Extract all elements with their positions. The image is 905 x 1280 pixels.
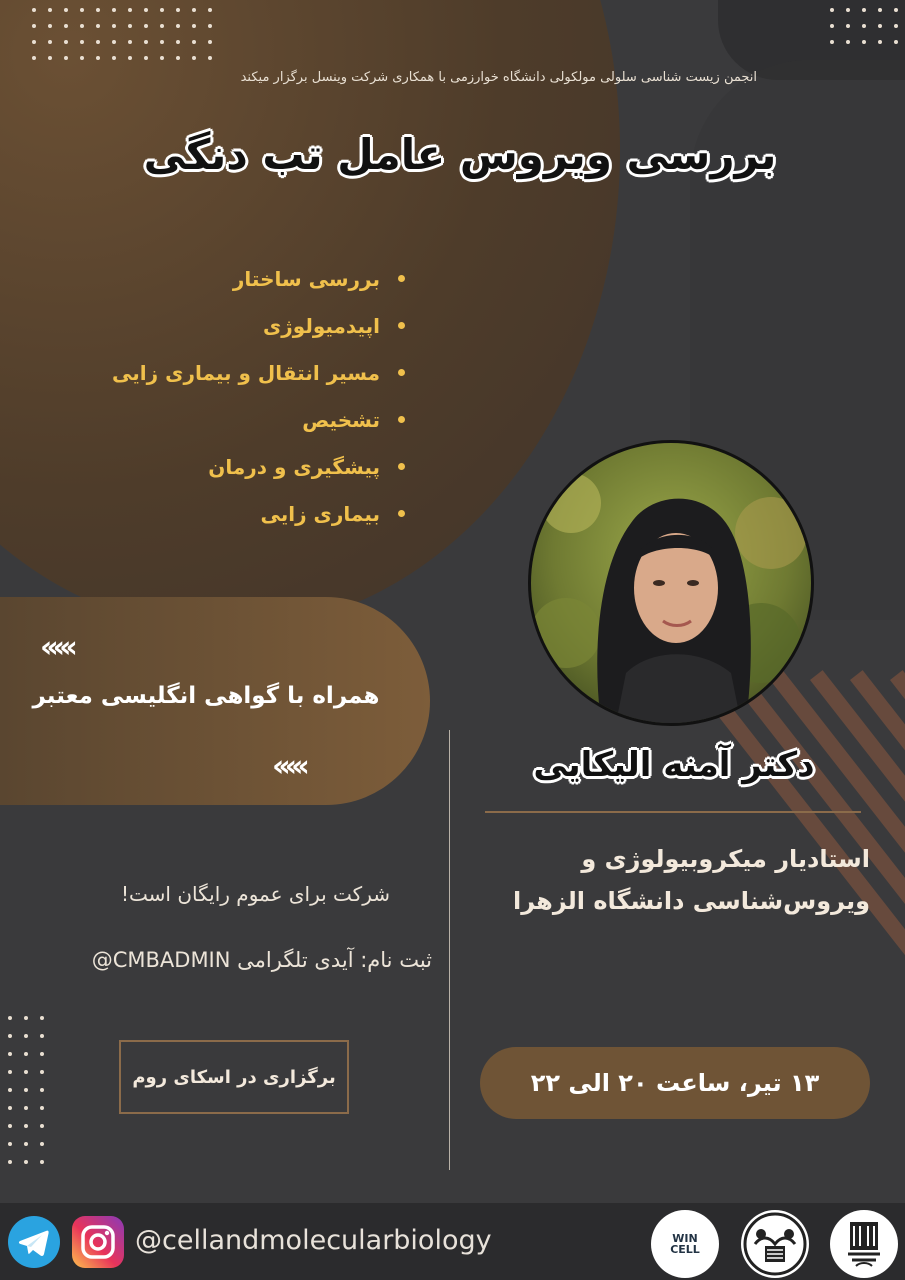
- dot-grid-top-left: [32, 8, 212, 60]
- wincell-logo-text: WIN CELL: [670, 1232, 700, 1256]
- topic-item: بررسی ساختار: [112, 255, 405, 302]
- topic-item: پیشگیری و درمان: [112, 443, 405, 490]
- instagram-icon[interactable]: [72, 1216, 124, 1268]
- speaker-photo: [528, 440, 814, 726]
- certificate-text: همراه با گواهی انگلیسی معتبر: [32, 683, 380, 709]
- wincell-logo: [651, 1210, 719, 1278]
- topics-list: [112, 255, 405, 537]
- university-logo: [830, 1210, 898, 1278]
- event-title: بررسی ویروس عامل تب دنگی: [143, 130, 777, 179]
- organizer-note: انجمن زیست شناسی سلولی مولکولی دانشگاه خوارزمی با همکاری شرکت وینسل برگزار میکند: [240, 70, 757, 85]
- chevrons-bottom-icon: ‹‹‹‹‹: [272, 749, 304, 784]
- bullet-icon: [398, 369, 405, 376]
- telegram-icon[interactable]: [8, 1216, 60, 1268]
- instagram-handle[interactable]: @cellandmolecularbiology: [135, 1225, 492, 1256]
- bullet-icon: [398, 275, 405, 282]
- topic-item: تشخیص: [112, 396, 405, 443]
- free-participation-text: شرکت برای عموم رایگان است!: [121, 882, 390, 906]
- platform-box: برگزاری در اسکای روم: [119, 1040, 349, 1114]
- registration-text: ثبت نام: آیدی تلگرامی CMBADMIN@: [91, 948, 432, 972]
- speaker-title: [470, 838, 870, 922]
- date-time-pill: ۱۳ تیر، ساعت ۲۰ الی ۲۲: [480, 1047, 870, 1119]
- bullet-icon: [398, 463, 405, 470]
- bullet-icon: [398, 322, 405, 329]
- speaker-divider: [485, 811, 861, 813]
- speaker-title-line: ویروس‌شناسی دانشگاه الزهرا: [513, 887, 870, 915]
- speaker-title-line: استادیار میکروبیولوژی و: [581, 845, 870, 873]
- topic-item: بیماری زایی: [112, 490, 405, 537]
- speaker-name: دکتر آمنه الیکایی: [533, 745, 815, 785]
- topic-item: مسیر انتقال و بیماری زایی: [112, 349, 405, 396]
- association-logo: [741, 1210, 809, 1278]
- chevrons-top-icon: ‹‹‹‹‹: [40, 630, 72, 665]
- dot-grid-top-right: [830, 8, 898, 44]
- topic-item: اپیدمیولوژی: [112, 302, 405, 349]
- bullet-icon: [398, 510, 405, 517]
- bullet-icon: [398, 416, 405, 423]
- vertical-divider: [449, 730, 450, 1170]
- dot-grid-bottom-left: [8, 1016, 44, 1164]
